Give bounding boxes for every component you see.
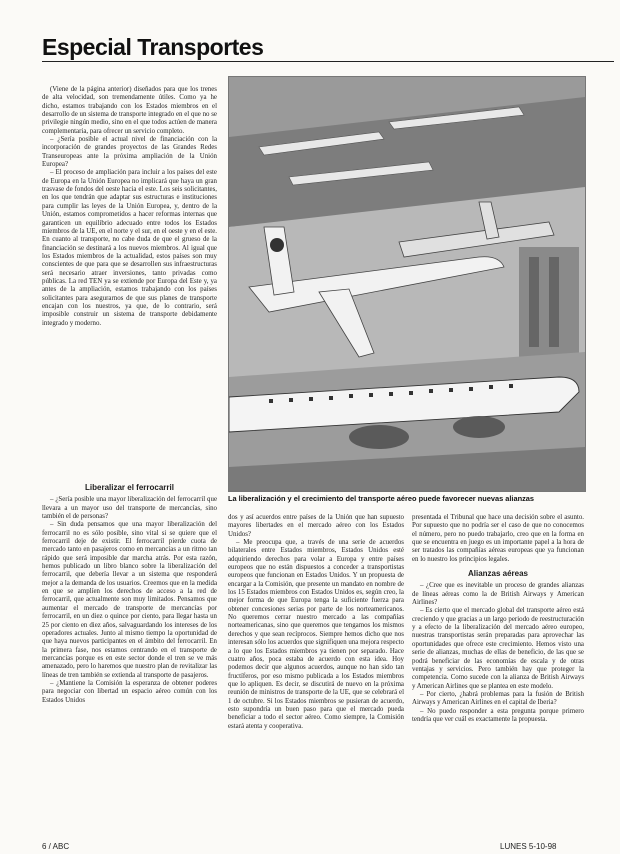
col1b-paragraph: – Sin duda pensamos que una mayor liberalización del ferrocarril no es sólo posible, sino vital si se quiere que el ferrocarril deje de existir. El ferrocarril pierde cuota de mercado tanto en pasajeros como en mercancías a un ritmo tan rápido que será imposible dar marcha atrás. Por esta razón, hemos publicado un libro blanco sobre la liberalización del ferrocarril, que debería llevar a un sistema que responderá mejor a la demanda de los usuarios. Creemos que en la medida en que se amplíen los derechos de acceso a la red de ferrocarril, que actualmente son muy limitados. Pensamos que aumentar el mercado de transporte de mercancías por ferrocarril, en un diez o quince por ciento, para llegar hasta un 25 por ciento en diez años, salvaguardando los intereses de los operadores actuales. Junto al mismo tiempo la oportunidad de que haya nuevos participantes en el ámbito del ferrocarril. En la primera fase, nos estamos centrando en el transporte de mercancías porque es en este sector donde el tren se ve más amenazado, pero lo haremos que nuestro plan de revitalizar las líneas de tren también se extienda al transporte de pasajeros.	[42, 521, 217, 679]
col1-paragraph: (Viene de la página anterior) diseñados para que los trenes de alta velocidad, son tremendamente útiles. Como ya he dicho, estamos trabajando con los Estados miembros en el desarrollo de un sistema de transporte integrado en el que no se privilegie ningún medio, sino en el que todos actúen de manera complementaria, para ofrecer un servicio completo.	[42, 86, 217, 135]
issue-date: LUNES 5-10-98	[500, 842, 557, 851]
subhead-liberalizar: Liberalizar el ferrocarril	[85, 483, 174, 492]
col3b-paragraph: – Es cierto que el mercado global del transporte aéreo está creciendo y que gracias a un largo periodo de reestructuración y a efecto de la liberalización del mercado aéreo europeo, nuestras transportistas serán preparadas para aprovechar las oportunidades que ofrece este crecimiento. Hemos visto una serie de alianzas, muchas de ellas de beneficio, de las que se podrá beneficiar de las economías de escala y de otras ventajas y servicios. Pero también hay que proteger la competencia. Como sucede con la alianza de British Airways y American Airlines que se plantea en este modelo.	[412, 607, 584, 690]
airport-photo	[228, 76, 586, 492]
airport-photo-illustration	[229, 77, 585, 491]
page-number: 6 / ABC	[42, 842, 70, 851]
subhead-alianzas: Alianzas aéreas	[467, 569, 529, 579]
col2-paragraph: dos y así acuerdos entre países de la Unión que han supuesto mayores libertades en el mercado aéreo con los Estados Unidos?	[228, 514, 404, 538]
column-2	[228, 514, 404, 837]
col3b-paragraph: – No puedo responder a esta pregunta porque primero tendría que ver cuál es exactamente la propuesta.	[412, 707, 584, 723]
col1-paragraph: – El proceso de ampliación para incluir a los países del este de Europa en la Unión Europea no implicará que haya un gran trasvase de fondos del oeste hacia el este. Los seis solicitantes, en los que tendrán que adaptar sus estructuras e instituciones para cumplir las leyes de la Unión Europea, y, dentro de la Unión, estamos comprometidos a hacer reformas internas que garanticen un equilibrio adecuado entre todos los Estados miembros de la UE, en el norte y el sur, en el oeste y en el este. En cuanto al transporte, no cabe duda de que el grueso de la financiación se destinará a los nuevos miembros. Al igual que los Estados miembros de la actualidad, estos países son muy conscientes de que para que se desarrollen sus infraestructuras será necesario atraer inversiones, tanto privadas como públicas. La red TEN ya se extiende por Europa del Este y, ya antes de la ampliación, estamos trabajando con los países solicitantes para asegurarnos de que sus planes de transporte encajan con los nuestros, ya que, de lo contrario, será imposible construir un sistema de transporte debidamente integrado y moderno.	[42, 169, 217, 327]
section-title: Especial Transportes	[42, 34, 264, 60]
col1b-paragraph: – ¿Sería posible una mayor liberalización del ferrocarril que llevara a un mayor uso del transporte de mercancías, sino también el de personas?	[42, 496, 217, 521]
col1-paragraph: – ¿Sería posible el actual nivel de financiación con la incorporación de grandes proyectos de las Grandes Redes Transeuropeas ante la próxima ampliación de la Unión Europea?	[42, 136, 217, 169]
col2-paragraph: – Me preocupa que, a través de una serie de acuerdos bilaterales entre Estados miembros, Estados Unidos esté adquiriendo derechos para volar a Europa y entre países europeos que no están dispuestos a conceder a transportistas europeos que funcionan en Estados Unidos. Y un propuesta de encargar a la Comisión, que presente un mandato en nombre de los 15 Estados miembros con Estados Unidos es, según creo, la mejor forma de que Europa tenga la suficiente fuerza para obtener concesiones serias por parte de los norteamericanos. No queremos cerrar nuestro mercado a las compañías norteamericanas, sino que queremos que tengamos los mismos derechos y que sean recíprocos. Siempre hemos dicho que nos interesan sólo los acuerdos que signifiquen una mejora respecto a lo que los Estados miembros ya tienen por separado. Hace cuatro años, poca estaba de acuerdo con esta idea. Hoy podemos decir que algunos acuerdos, aunque no han sido tan fructíferos, por eso mismo publicada a los Estados miembros que lo apliquen. Es decir, se discutirá de nuevo en la próxima reunión de ministros de transporte de la UE, que se celebrará el 1 de octubre. Si los Estados miembros se pusieran de acuerdo, esto supondría un buen paso para que el mercado pueda beneficiar a todo el sector aéreo. Como siempre, la Comisión estará atenta y cooperativa.	[228, 539, 404, 730]
photo-caption: La liberalización y el crecimiento del transporte aéreo puede favorecer nuevas alianzas	[228, 494, 535, 503]
col3-paragraph: presentada el Tribunal que hace una decisión sobre el asunto. Por supuesto que no podría ser el caso de que no conocemos el número, pero no puedo trabajarlo, creo que en la forma en que se encuentra en juego es un importante papel a la hora de ser tratados las compañías aéreas europeas que ya funcionan en lo nuestro los principios legales.	[412, 514, 584, 563]
col3b-paragraph: – Por cierto, ¿habrá problemas para la fusión de British Airways y American Airlines en el capital de Iberia?	[412, 690, 584, 707]
column-3	[412, 514, 584, 837]
col3b-paragraph: – ¿Cree que es inevitable un proceso de grandes alianzas de líneas aéreas como la de British Airways y American Airlines?	[412, 582, 584, 607]
col1b-paragraph: – ¿Mantiene la Comisión la esperanza de obtener poderes para negociar con libertad un espacio aéreo común con los Estados Unidos	[42, 679, 217, 704]
column-1	[42, 86, 217, 474]
title-rule	[42, 61, 614, 62]
column-1-continued	[42, 478, 217, 837]
